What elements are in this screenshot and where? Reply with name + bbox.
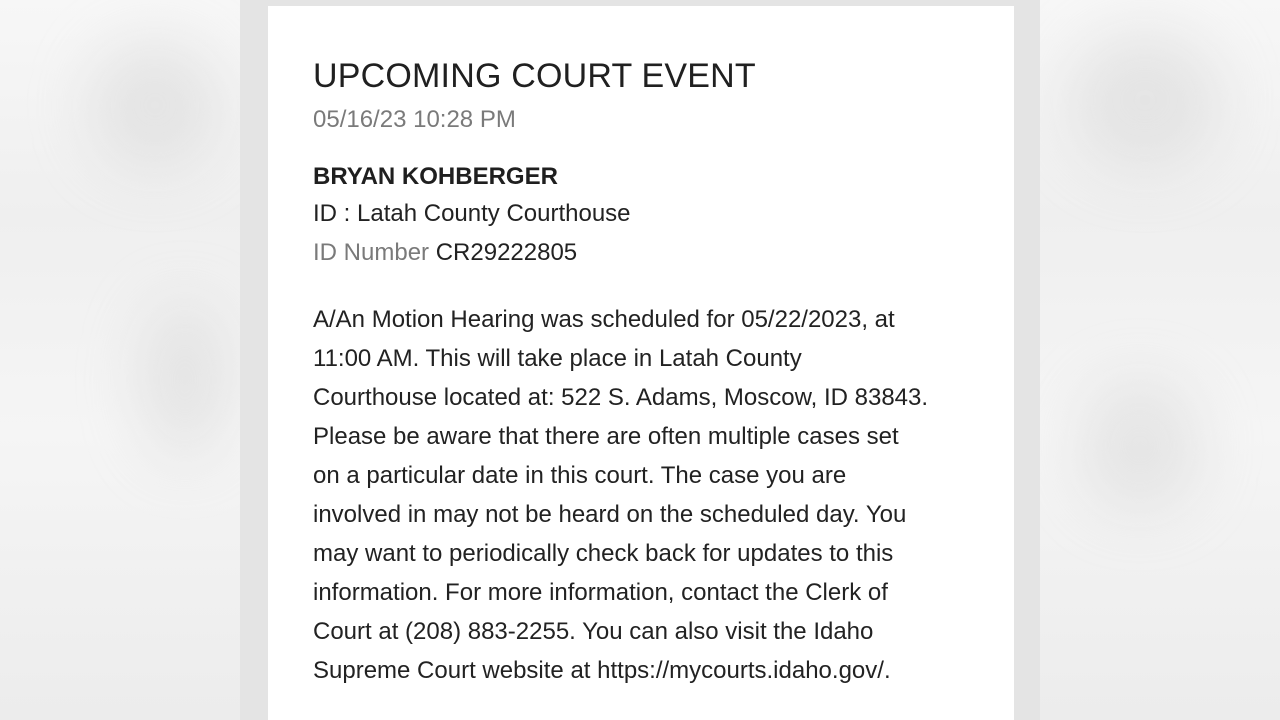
defendant-name: BRYAN KOHBERGER [313, 163, 558, 190]
description-line: Supreme Court website at https://mycourts.idaho.gov/. [313, 657, 891, 684]
description-line: on a particular date in this court. The case you are [313, 462, 847, 489]
id-number-label: ID Number [313, 239, 430, 266]
blurred-backdrop-left [0, 0, 240, 720]
page-title: UPCOMING COURT EVENT [313, 57, 756, 95]
description-line: Please be aware that there are often multiple cases set [313, 423, 899, 450]
id-number-row [313, 233, 993, 272]
event-description [313, 300, 973, 690]
description-line: A/An Motion Hearing was scheduled for 05/22/2023, at [313, 306, 895, 333]
description-line: Court at (208) 883-2255. You can also visit the Idaho [313, 618, 874, 645]
description-line: information. For more information, contact the Clerk of [313, 579, 888, 606]
description-line: 11:00 AM. This will take place in Latah County [313, 345, 802, 372]
id-number-value: CR29222805 [435, 239, 578, 266]
description-line: involved in may not be heard on the scheduled day. You [313, 501, 907, 528]
event-timestamp: 05/16/23 10:28 PM [313, 106, 516, 133]
description-line: Courthouse located at: 522 S. Adams, Moscow, ID 83843. [313, 384, 929, 411]
notification-content [313, 52, 993, 690]
description-line: may want to periodically check back for updates to this [313, 540, 894, 567]
blurred-backdrop-right [1040, 0, 1280, 720]
id-location: ID : Latah County Courthouse [313, 200, 631, 227]
